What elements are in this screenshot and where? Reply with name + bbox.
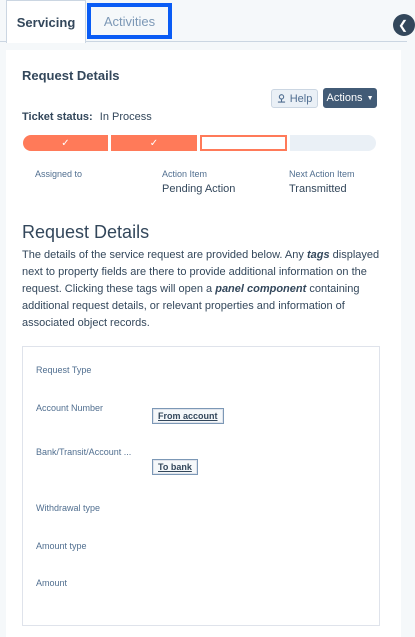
page-title: Request Details — [22, 222, 150, 242]
step-label-action-item: Action Item — [162, 169, 208, 179]
ticket-status — [22, 111, 152, 123]
request-details-card — [6, 50, 401, 637]
check-icon: ✓ — [149, 137, 159, 149]
actions-dropdown-button[interactable] — [323, 88, 377, 108]
progress-step-4 — [290, 135, 376, 151]
tab-bar — [0, 0, 407, 42]
progress-step-2 — [111, 135, 197, 151]
help-icon — [277, 94, 286, 103]
from-account-tag[interactable]: From account — [152, 408, 224, 424]
tab-servicing[interactable] — [6, 0, 86, 43]
tab-servicing-label: Servicing — [16, 14, 76, 30]
field-label-withdrawal-type: Withdrawal type — [36, 503, 101, 513]
progress-step-3-current — [200, 135, 287, 151]
field-label-amount-type: Amount type — [36, 541, 87, 551]
desc-part-2: displayed next to property fields are there to provide additional information on the request. Clicking these tags will open a — [22, 249, 380, 295]
desc-tags-emphasis: tags — [306, 249, 330, 261]
desc-part-1: The details of the service request are provided below. Any — [22, 249, 307, 261]
tab-activities[interactable] — [87, 3, 172, 39]
step-value-action-item: Pending Action — [162, 183, 236, 195]
step-value-next-action: Transmitted — [289, 183, 347, 195]
to-bank-tag[interactable]: To bank — [152, 459, 198, 475]
desc-panel-emphasis: panel component — [215, 283, 307, 295]
chevron-left-icon: ❮ — [398, 18, 409, 32]
help-button-label: Help — [289, 92, 313, 105]
status-progress-bar — [23, 135, 376, 151]
field-label-account-number: Account Number — [36, 403, 104, 413]
step-label-next-action: Next Action Item — [289, 169, 355, 179]
caret-down-icon: ▼ — [366, 94, 374, 102]
ticket-status-label: Ticket status: — [22, 111, 93, 123]
field-label-bank-transit: Bank/Transit/Account ... — [36, 447, 132, 457]
section-title: Request Details — [22, 68, 120, 83]
request-description — [22, 247, 382, 332]
progress-step-1 — [23, 135, 108, 151]
collapse-panel-button[interactable] — [393, 14, 415, 36]
field-label-amount: Amount — [36, 578, 68, 588]
check-icon: ✓ — [61, 137, 70, 149]
actions-button-label: Actions — [326, 92, 363, 104]
step-label-assigned: Assigned to — [35, 169, 83, 179]
ticket-status-value: In Process — [99, 111, 152, 123]
field-label-request-type: Request Type — [36, 365, 92, 375]
request-properties-box — [22, 346, 380, 626]
tab-activities-label: Activities — [103, 13, 156, 29]
help-button[interactable] — [271, 89, 318, 108]
desc-part-3: containing additional request details, or relevant properties and information of associated object records. — [22, 283, 360, 329]
